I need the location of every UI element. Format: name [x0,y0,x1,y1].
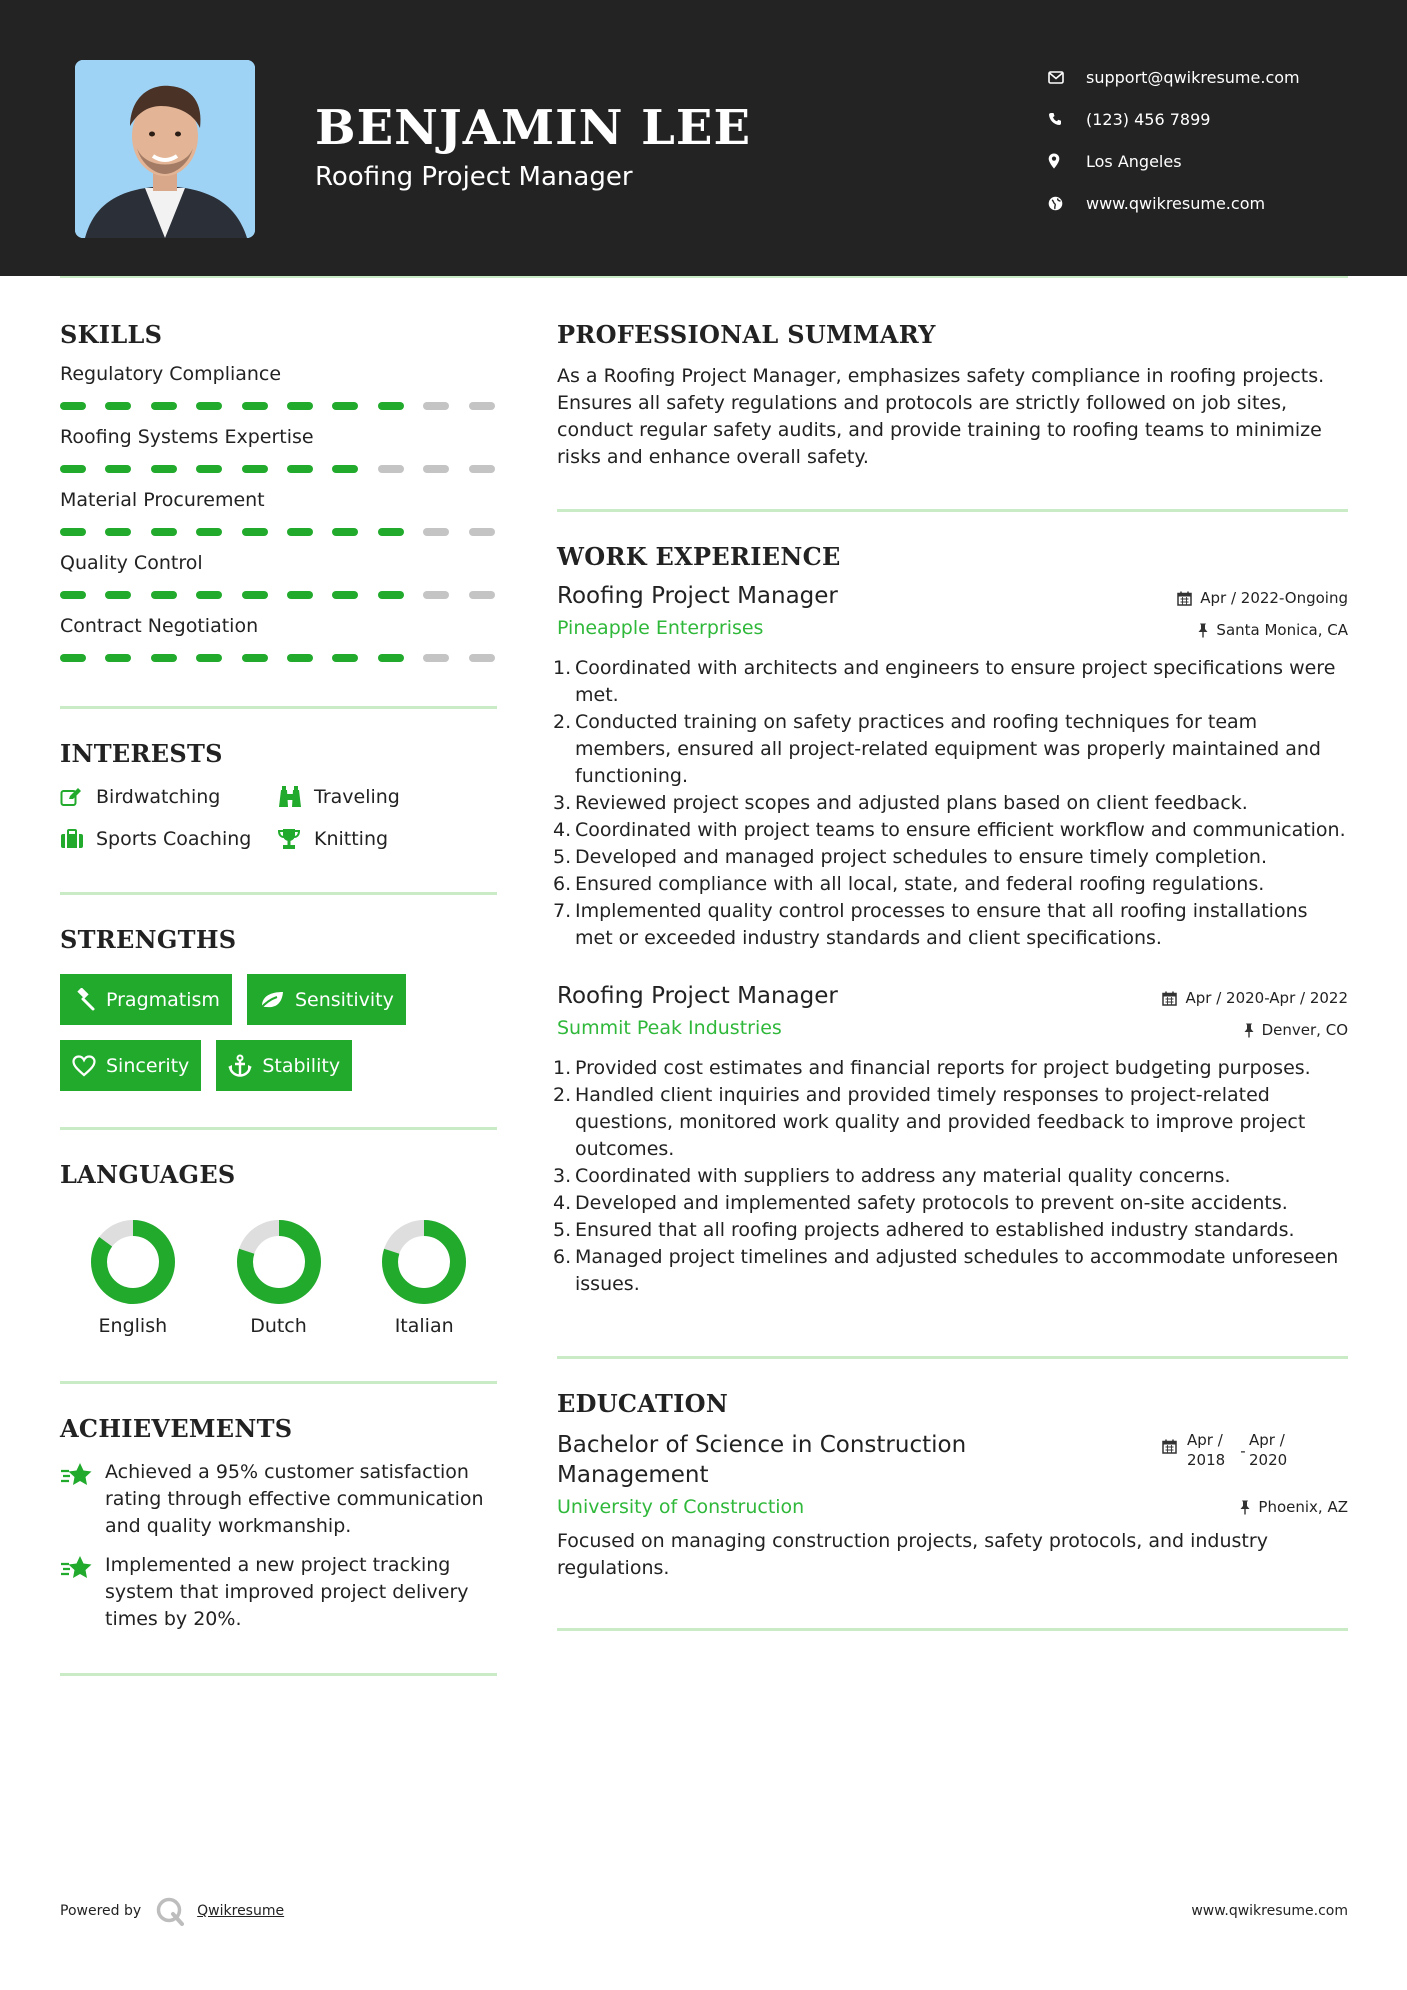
skill-dash-filled [60,591,86,599]
bullet-number: 2. [553,711,572,733]
job-location-text: Santa Monica, CA [1216,621,1348,639]
job-bullet [553,790,1348,817]
education-subheader [557,1496,1348,1518]
education-end-month: Apr / [1249,1431,1285,1449]
gavel-icon [72,988,96,1012]
language-item [351,1219,497,1337]
job-bullet [553,844,1348,871]
education-dates [1162,1430,1348,1470]
skill-dash-filled [332,591,358,599]
section-divider [557,1356,1348,1359]
education-section [557,1389,1348,1582]
skill-dash-filled [378,591,404,599]
summary-text: As a Roofing Project Manager, emphasizes safety compliance in roofing projects. Ensures all safety regulations and protocols are strictly followed on job sites, conduct regular safety audits, and provide training to roofing teams to minimize risks and enhance overall safety. [557,365,1325,468]
contact-location [1048,140,1388,182]
language-name: Dutch [250,1315,307,1337]
strength-chip [247,974,406,1025]
language-level-ring [381,1219,467,1305]
bullet-number: 4. [553,819,572,841]
strengths-section [60,925,497,1091]
skill-dash-filled [105,591,131,599]
pushpin-icon [1198,623,1208,638]
qwikresume-logo-icon [155,1896,185,1926]
skill-dash-filled [196,465,222,473]
skill-level-meter [60,591,497,599]
job-bullet [553,1163,1348,1190]
skill-dash-filled [196,654,222,662]
skill-dash-filled [332,465,358,473]
skill-dash-filled [287,591,313,599]
bullet-text: Implemented quality control processes to ensure that all roofing installations met or exceeded industry standards and client specifications. [575,900,1308,949]
interest-item [278,828,497,850]
job-location [1198,621,1348,639]
skill-dash-empty [469,591,495,599]
skill-dash-filled [242,591,268,599]
bullet-number: 4. [553,1192,572,1214]
bullet-number: 5. [553,1219,572,1241]
contact-phone-text: (123) 456 7899 [1086,109,1211,129]
experience-heading: WORK EXPERIENCE [557,542,841,571]
skill-item [60,552,497,599]
interest-item [278,786,497,808]
candidate-name: BENJAMIN LEE [315,100,752,156]
skill-dash-filled [242,654,268,662]
job-dates-text: Apr / 2020-Apr / 2022 [1185,989,1348,1007]
education-start-month: Apr / [1187,1431,1223,1449]
strengths-list [60,974,497,1091]
skill-name: Contract Negotiation [60,615,259,637]
skill-dash-filled [151,465,177,473]
skill-dash-filled [151,528,177,536]
skill-dash-filled [332,528,358,536]
skills-section [60,320,497,662]
company-name: Summit Peak Industries [557,1017,782,1039]
globe-icon [1048,196,1086,211]
interest-label: Sports Coaching [96,828,252,850]
education-header [557,1430,1348,1490]
experience-section [553,542,1348,1298]
language-item [60,1219,206,1337]
skill-dash-filled [287,528,313,536]
contact-website-text: www.qwikresume.com [1086,193,1266,213]
skill-dash-filled [287,654,313,662]
education-location-text: Phoenix, AZ [1258,1498,1348,1516]
star-icon [60,1552,105,1633]
page-footer [60,1896,1348,1926]
job-bullet [553,709,1348,790]
job-entry [553,983,1348,1298]
skill-level-meter [60,465,497,473]
skill-dash-empty [469,654,495,662]
pushpin-icon [1244,1023,1254,1038]
degree-title: Bachelor of Science in Construction Management [557,1432,967,1488]
skills-heading: SKILLS [60,320,163,349]
footer-url[interactable]: www.qwikresume.com [1191,1903,1348,1919]
bullet-text: Provided cost estimates and financial reports for project budgeting purposes. [575,1057,1311,1079]
job-bullet [553,1082,1348,1163]
briefcase-icon [60,829,96,849]
section-divider [60,892,497,895]
interest-item [60,828,278,850]
pushpin-icon [1240,1500,1250,1515]
star-icon [60,1459,105,1540]
skill-name: Regulatory Compliance [60,363,282,385]
bullet-number: 7. [553,900,572,922]
education-start [1187,1430,1237,1470]
calendar-icon [1177,591,1192,606]
section-divider [60,1673,497,1676]
calendar-icon [1162,1439,1177,1454]
contact-website[interactable] [1048,182,1388,224]
summary-heading: PROFESSIONAL SUMMARY [557,320,936,349]
skill-dash-filled [196,402,222,410]
section-divider [557,1628,1348,1631]
skill-dash-filled [60,654,86,662]
bullet-text: Coordinated with project teams to ensure efficient workflow and communication. [575,819,1346,841]
achievement-text: Implemented a new project tracking system that improved project delivery times by 20%. [105,1554,469,1630]
envelope-icon [1048,71,1086,84]
education-date-separator: - [1240,1442,1246,1460]
right-column [553,320,1348,1631]
achievements-heading: ACHIEVEMENTS [60,1414,293,1443]
languages-heading: LANGUAGES [60,1160,236,1189]
skill-dash-filled [151,654,177,662]
section-divider [60,706,497,709]
interest-label: Knitting [314,828,389,850]
bullet-text: Coordinated with suppliers to address any material quality concerns. [575,1165,1231,1187]
skill-dash-filled [196,528,222,536]
skill-dash-filled [378,654,404,662]
bullet-text: Managed project timelines and adjusted schedules to accommodate unforeseen issues. [575,1246,1339,1295]
skill-dash-filled [242,528,268,536]
skill-dash-filled [105,402,131,410]
skill-dash-filled [105,654,131,662]
bullet-number: 6. [553,1246,572,1268]
achievements-section [60,1414,497,1633]
contact-email-text: support@qwikresume.com [1086,67,1300,87]
strength-label: Sincerity [106,1054,190,1077]
skill-dash-empty [423,528,449,536]
job-bullet [553,1190,1348,1217]
anchor-icon [228,1054,252,1078]
skill-dash-empty [469,465,495,473]
contact-phone[interactable] [1048,98,1388,140]
profile-photo [75,60,255,238]
skill-dash-filled [242,402,268,410]
skill-item [60,615,497,662]
strength-label: Stability [262,1054,341,1077]
bullet-number: 3. [553,1165,572,1187]
binoculars-icon [278,786,314,808]
skills-list [60,363,497,662]
skill-level-meter [60,654,497,662]
strength-label: Pragmatism [106,988,220,1011]
left-column [60,320,497,1676]
bullet-text: Ensured compliance with all local, state, and federal roofing regulations. [575,873,1265,895]
education-end [1249,1430,1287,1470]
education-location [1240,1498,1348,1516]
job-bullets [553,655,1348,952]
skill-name: Roofing Systems Expertise [60,426,314,448]
skill-dash-filled [287,465,313,473]
resume-header [0,0,1407,276]
strengths-heading: STRENGTHS [60,925,237,954]
header-divider [60,276,1348,278]
bullet-number: 5. [553,846,572,868]
bullet-number: 1. [553,1057,572,1079]
section-divider [60,1381,497,1384]
job-subheader [557,1017,1348,1039]
skill-dash-empty [423,591,449,599]
job-bullet [553,655,1348,709]
bullet-text: Developed and managed project schedules to ensure timely completion. [575,846,1267,868]
languages-section [60,1160,497,1337]
interests-section [60,739,497,850]
skill-dash-filled [151,402,177,410]
job-header [557,583,1348,609]
pencil-square-icon [60,787,96,807]
bullet-text: Conducted training on safety practices and roofing techniques for team members, ensured all project-related equipment was properly maintained and functioning. [575,711,1321,787]
section-divider [557,509,1348,512]
job-bullet [553,871,1348,898]
powered-by [60,1896,284,1926]
bullet-text: Coordinated with architects and engineers to ensure project specifications were met. [575,657,1336,706]
bullet-number: 3. [553,792,572,814]
bullet-number: 6. [553,873,572,895]
candidate-title: Roofing Project Manager [315,162,633,192]
skill-dash-filled [60,465,86,473]
skill-dash-filled [196,591,222,599]
calendar-icon [1162,991,1177,1006]
interests-heading: INTERESTS [60,739,223,768]
skill-name: Quality Control [60,552,203,574]
job-dates [1162,989,1348,1007]
skill-dash-filled [151,591,177,599]
job-bullet [553,817,1348,844]
contact-list [1048,56,1388,224]
interest-label: Traveling [314,786,400,808]
skill-dash-filled [105,465,131,473]
language-name: English [98,1315,168,1337]
education-end-year: 2020 [1249,1451,1288,1469]
job-location-text: Denver, CO [1261,1021,1348,1039]
skill-dash-filled [287,402,313,410]
contact-email[interactable] [1048,56,1388,98]
skill-dash-empty [423,654,449,662]
bullet-text: Handled client inquiries and provided timely responses to project-related questions, monitored work quality and provided feedback to improve project outcomes. [575,1084,1306,1160]
phone-icon [1048,112,1086,126]
skill-name: Material Procurement [60,489,265,511]
map-pin-icon [1048,153,1086,169]
strength-label: Sensitivity [294,988,394,1011]
achievement-item [60,1459,497,1540]
skill-item [60,363,497,410]
job-title: Roofing Project Manager [557,983,838,1009]
interest-item [60,786,278,808]
language-name: Italian [394,1315,454,1337]
language-item [206,1219,352,1337]
contact-location-text: Los Angeles [1086,151,1182,171]
skill-level-meter [60,528,497,536]
skill-dash-empty [378,465,404,473]
skill-dash-filled [105,528,131,536]
summary-section [557,320,1348,471]
job-location [1244,1021,1348,1039]
language-level-ring [236,1219,322,1305]
powered-by-label: Powered by [60,1903,142,1919]
job-bullet [553,1217,1348,1244]
skill-dash-filled [378,528,404,536]
education-description: Focused on managing construction projects, safety protocols, and industry regulations. [557,1530,1268,1579]
bullet-text: Developed and implemented safety protocols to prevent on-site accidents. [575,1192,1288,1214]
strength-chip [216,1040,352,1091]
skill-dash-filled [378,402,404,410]
strength-chip [60,974,232,1025]
skill-level-meter [60,402,497,410]
job-dates [1177,589,1348,607]
job-title: Roofing Project Manager [557,583,838,609]
heart-icon [72,1055,96,1077]
skill-dash-empty [423,402,449,410]
skill-dash-empty [423,465,449,473]
bullet-text: Ensured that all roofing projects adhered to established industry standards. [575,1219,1295,1241]
section-divider [60,1127,497,1130]
education-heading: EDUCATION [557,1389,729,1418]
skill-dash-empty [469,402,495,410]
skill-dash-empty [469,528,495,536]
job-bullets [553,1055,1348,1298]
brand-link[interactable]: Qwikresume [197,1903,285,1919]
job-bullet [553,1055,1348,1082]
trophy-icon [278,828,314,850]
skill-dash-filled [332,654,358,662]
language-level-ring [90,1219,176,1305]
skill-dash-filled [60,528,86,536]
education-start-year: 2018 [1187,1451,1226,1469]
achievement-text: Achieved a 95% customer satisfaction rating through effective communication and quality workmanship. [105,1461,484,1537]
skill-dash-filled [332,402,358,410]
leaf-icon [259,990,285,1010]
job-dates-text: Apr / 2022-Ongoing [1200,589,1348,607]
bullet-number: 2. [553,1084,572,1106]
company-name: Pineapple Enterprises [557,617,764,639]
interest-label: Birdwatching [96,786,221,808]
achievement-item [60,1552,497,1633]
job-header [557,983,1348,1009]
skill-dash-filled [60,402,86,410]
languages-list [60,1219,497,1337]
strength-chip [60,1040,201,1091]
job-subheader [557,617,1348,639]
bullet-text: Reviewed project scopes and adjusted plans based on client feedback. [575,792,1248,814]
school-name: University of Construction [557,1496,805,1518]
skill-dash-filled [242,465,268,473]
skill-item [60,426,497,473]
skill-item [60,489,497,536]
bullet-number: 1. [553,657,572,679]
interests-list [60,786,497,850]
job-entry [553,583,1348,952]
job-bullet [553,898,1348,952]
job-bullet [553,1244,1348,1298]
